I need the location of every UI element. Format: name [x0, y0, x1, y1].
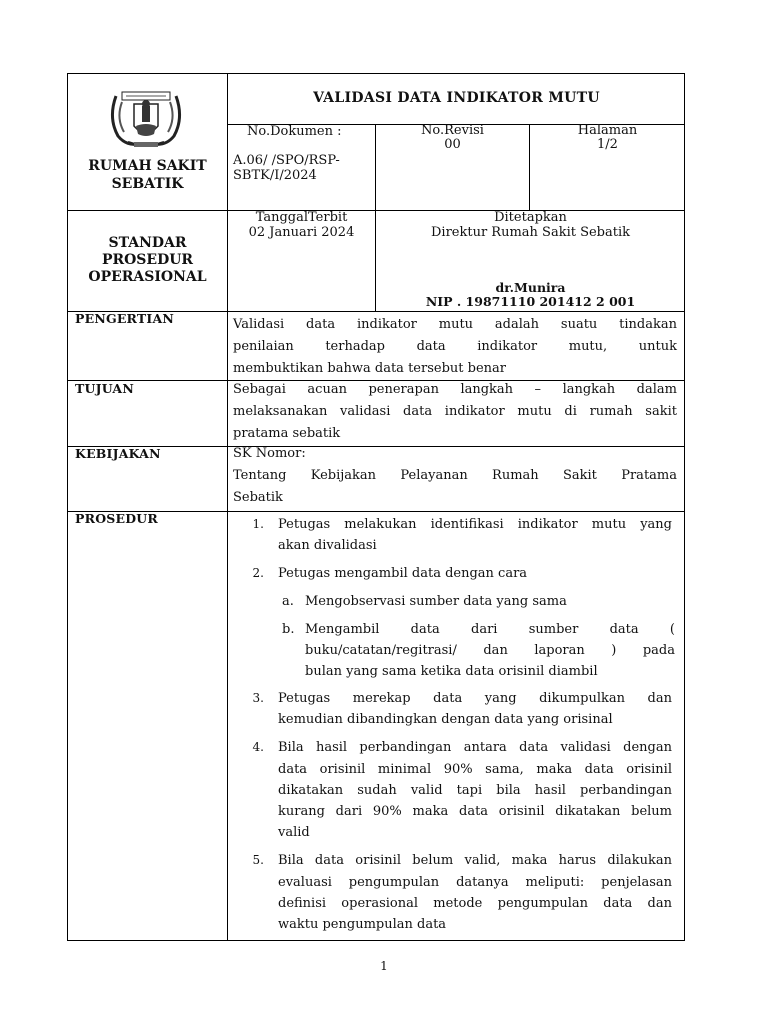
- revision-block: No.Revisi 00: [421, 123, 484, 152]
- institution-name: RUMAH SAKIT SEBATIK: [88, 158, 207, 192]
- section-label-prosedur: PROSEDUR: [75, 511, 158, 526]
- grid-line: [227, 73, 228, 941]
- approval-block: Ditetapkan Direktur Rumah Sakit Sebatik: [430, 210, 631, 240]
- sop-label: STANDAR PROSEDUR OPERASIONAL: [88, 235, 207, 285]
- section-label-pengertian: PENGERTIAN: [75, 311, 174, 326]
- page-number: 1: [380, 959, 388, 973]
- doc-number-label: No.Dokumen :: [247, 124, 342, 139]
- document-title: VALIDASI DATA INDIKATOR MUTU: [313, 90, 600, 106]
- hospital-logo: [104, 82, 188, 152]
- grid-line: [67, 511, 685, 512]
- signatory-name: dr.Munira: [495, 280, 566, 295]
- page-info-block: Halaman 1/2: [577, 123, 638, 152]
- hospital-crest-icon: [104, 82, 188, 152]
- section-label-kebijakan: KEBIJAKAN: [75, 446, 161, 461]
- section-label-tujuan: TUJUAN: [75, 381, 134, 396]
- signatory-nip: NIP . 19871110 201412 2 001: [425, 294, 636, 309]
- issue-date-block: TanggalTerbit 02 Januari 2024: [248, 210, 355, 240]
- doc-number-value: A.06/ /SPO/RSP- SBTK/I/2024: [233, 153, 340, 183]
